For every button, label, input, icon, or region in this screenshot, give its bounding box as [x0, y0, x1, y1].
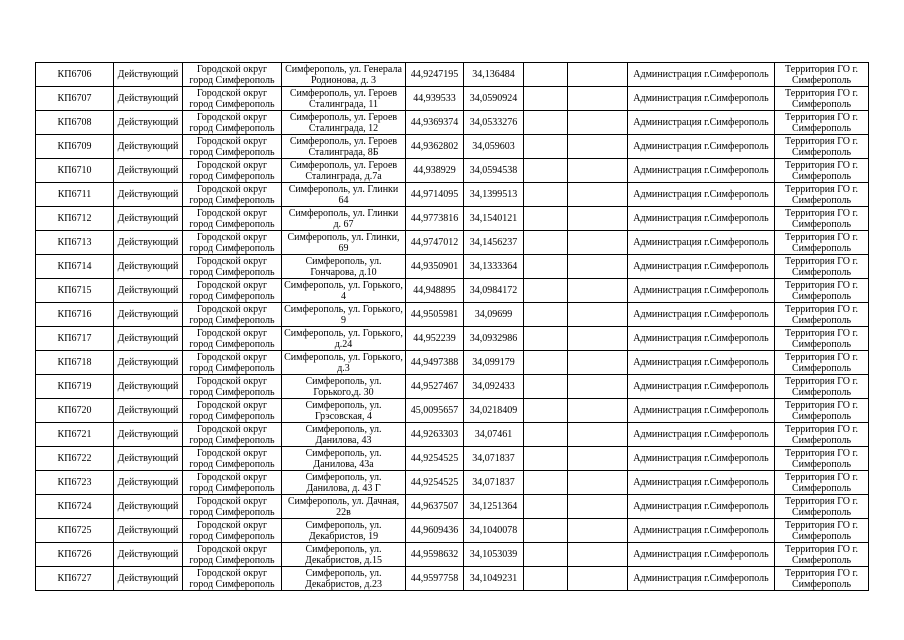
owner-cell: Администрация г.Симферополь [628, 183, 775, 207]
empty-cell [568, 279, 628, 303]
owner-cell: Администрация г.Симферополь [628, 87, 775, 111]
site-code-cell: КП6712 [36, 207, 114, 231]
empty-cell [568, 63, 628, 87]
table-row [36, 183, 869, 207]
owner-cell: Администрация г.Симферополь [628, 111, 775, 135]
table-row [36, 543, 869, 567]
empty-cell [524, 375, 568, 399]
address-cell: Симферополь, ул. Декабристов, 19 [282, 519, 406, 543]
empty-cell [524, 351, 568, 375]
table-row [36, 279, 869, 303]
site-code-cell: КП6727 [36, 567, 114, 591]
table-row [36, 423, 869, 447]
empty-cell [524, 63, 568, 87]
site-code-cell: КП6720 [36, 399, 114, 423]
territory-cell: Территория ГО г. Симферополь [775, 303, 869, 327]
status-cell: Действующий [114, 183, 183, 207]
owner-cell: Администрация г.Симферополь [628, 471, 775, 495]
longitude-cell: 34,1399513 [464, 183, 524, 207]
empty-cell [524, 303, 568, 327]
empty-cell [568, 303, 628, 327]
municipality-cell: Городской округ город Симферополь [183, 303, 282, 327]
site-code-cell: КП6716 [36, 303, 114, 327]
latitude-cell: 44,9369374 [406, 111, 464, 135]
latitude-cell: 44,9773816 [406, 207, 464, 231]
latitude-cell: 44,9254525 [406, 471, 464, 495]
municipality-cell: Городской округ город Симферополь [183, 399, 282, 423]
owner-cell: Администрация г.Симферополь [628, 423, 775, 447]
empty-cell [524, 399, 568, 423]
latitude-cell: 44,9247195 [406, 63, 464, 87]
site-code-cell: КП6708 [36, 111, 114, 135]
municipality-cell: Городской округ город Симферополь [183, 231, 282, 255]
table-row [36, 519, 869, 543]
status-cell: Действующий [114, 111, 183, 135]
address-cell: Симферополь, ул. Данилова, 43а [282, 447, 406, 471]
longitude-cell: 34,07461 [464, 423, 524, 447]
empty-cell [524, 495, 568, 519]
territory-cell: Территория ГО г. Симферополь [775, 423, 869, 447]
territory-cell: Территория ГО г. Симферополь [775, 543, 869, 567]
empty-cell [568, 87, 628, 111]
territory-cell: Территория ГО г. Симферополь [775, 351, 869, 375]
municipality-cell: Городской округ город Симферополь [183, 543, 282, 567]
status-cell: Действующий [114, 423, 183, 447]
status-cell: Действующий [114, 159, 183, 183]
territory-cell: Территория ГО г. Симферополь [775, 519, 869, 543]
municipality-cell: Городской округ город Симферополь [183, 111, 282, 135]
status-cell: Действующий [114, 87, 183, 111]
table-row [36, 135, 869, 159]
territory-cell: Территория ГО г. Симферополь [775, 567, 869, 591]
longitude-cell: 34,071837 [464, 471, 524, 495]
empty-cell [568, 255, 628, 279]
status-cell: Действующий [114, 303, 183, 327]
table-row [36, 567, 869, 591]
longitude-cell: 34,1333364 [464, 255, 524, 279]
address-cell: Симферополь, ул. Горького,д. 30 [282, 375, 406, 399]
table-row [36, 375, 869, 399]
municipality-cell: Городской округ город Симферополь [183, 519, 282, 543]
empty-cell [524, 183, 568, 207]
longitude-cell: 34,099179 [464, 351, 524, 375]
empty-cell [524, 543, 568, 567]
empty-cell [524, 87, 568, 111]
empty-cell [568, 327, 628, 351]
territory-cell: Территория ГО г. Симферополь [775, 63, 869, 87]
status-cell: Действующий [114, 351, 183, 375]
status-cell: Действующий [114, 399, 183, 423]
municipality-cell: Городской округ город Симферополь [183, 135, 282, 159]
owner-cell: Администрация г.Симферополь [628, 447, 775, 471]
territory-cell: Территория ГО г. Симферополь [775, 279, 869, 303]
longitude-cell: 34,1456237 [464, 231, 524, 255]
status-cell: Действующий [114, 375, 183, 399]
longitude-cell: 34,059603 [464, 135, 524, 159]
address-cell: Симферополь, ул. Героев Сталинграда, 12 [282, 111, 406, 135]
longitude-cell: 34,0932986 [464, 327, 524, 351]
municipality-cell: Городской округ город Симферополь [183, 255, 282, 279]
address-cell: Симферополь, ул. Героев Сталинграда, 8Б [282, 135, 406, 159]
longitude-cell: 34,0533276 [464, 111, 524, 135]
site-code-cell: КП6725 [36, 519, 114, 543]
territory-cell: Территория ГО г. Симферополь [775, 87, 869, 111]
territory-cell: Территория ГО г. Симферополь [775, 471, 869, 495]
owner-cell: Администрация г.Симферополь [628, 207, 775, 231]
latitude-cell: 44,938929 [406, 159, 464, 183]
territory-cell: Территория ГО г. Симферополь [775, 327, 869, 351]
empty-cell [568, 543, 628, 567]
site-code-cell: КП6719 [36, 375, 114, 399]
table-row [36, 231, 869, 255]
owner-cell: Администрация г.Симферополь [628, 543, 775, 567]
municipality-cell: Городской округ город Симферополь [183, 567, 282, 591]
territory-cell: Территория ГО г. Симферополь [775, 231, 869, 255]
address-cell: Симферополь, ул. Декабристов, д.23 [282, 567, 406, 591]
status-cell: Действующий [114, 567, 183, 591]
longitude-cell: 34,1540121 [464, 207, 524, 231]
address-cell: Симферополь, ул. Горького, 4 [282, 279, 406, 303]
longitude-cell: 34,136484 [464, 63, 524, 87]
latitude-cell: 44,9350901 [406, 255, 464, 279]
empty-cell [524, 327, 568, 351]
table-row [36, 351, 869, 375]
owner-cell: Администрация г.Симферополь [628, 159, 775, 183]
empty-cell [524, 255, 568, 279]
address-cell: Симферополь, ул. Горького, д.3 [282, 351, 406, 375]
site-code-cell: КП6710 [36, 159, 114, 183]
empty-cell [524, 447, 568, 471]
site-code-cell: КП6709 [36, 135, 114, 159]
container-sites-table [35, 62, 869, 591]
empty-cell [568, 135, 628, 159]
empty-cell [524, 279, 568, 303]
site-code-cell: КП6722 [36, 447, 114, 471]
owner-cell: Администрация г.Симферополь [628, 303, 775, 327]
site-code-cell: КП6721 [36, 423, 114, 447]
site-code-cell: КП6723 [36, 471, 114, 495]
municipality-cell: Городской округ город Симферополь [183, 183, 282, 207]
empty-cell [568, 447, 628, 471]
owner-cell: Администрация г.Симферополь [628, 495, 775, 519]
empty-cell [568, 351, 628, 375]
municipality-cell: Городской округ город Симферополь [183, 471, 282, 495]
empty-cell [524, 207, 568, 231]
territory-cell: Территория ГО г. Симферополь [775, 159, 869, 183]
owner-cell: Администрация г.Симферополь [628, 255, 775, 279]
table-row [36, 111, 869, 135]
longitude-cell: 34,0218409 [464, 399, 524, 423]
owner-cell: Администрация г.Симферополь [628, 567, 775, 591]
site-code-cell: КП6724 [36, 495, 114, 519]
status-cell: Действующий [114, 255, 183, 279]
owner-cell: Администрация г.Симферополь [628, 327, 775, 351]
table-row [36, 447, 869, 471]
longitude-cell: 34,0590924 [464, 87, 524, 111]
address-cell: Симферополь, ул. Глинки 64 [282, 183, 406, 207]
address-cell: Симферополь, ул. Дачная, 22в [282, 495, 406, 519]
status-cell: Действующий [114, 327, 183, 351]
longitude-cell: 34,1049231 [464, 567, 524, 591]
municipality-cell: Городской округ город Симферополь [183, 279, 282, 303]
empty-cell [524, 423, 568, 447]
latitude-cell: 44,9597758 [406, 567, 464, 591]
municipality-cell: Городской округ город Симферополь [183, 63, 282, 87]
address-cell: Симферополь, ул. Гончарова, д.10 [282, 255, 406, 279]
site-code-cell: КП6707 [36, 87, 114, 111]
territory-cell: Территория ГО г. Симферополь [775, 399, 869, 423]
site-code-cell: КП6706 [36, 63, 114, 87]
territory-cell: Территория ГО г. Симферополь [775, 447, 869, 471]
empty-cell [568, 399, 628, 423]
latitude-cell: 45,0095657 [406, 399, 464, 423]
latitude-cell: 44,948895 [406, 279, 464, 303]
empty-cell [524, 159, 568, 183]
owner-cell: Администрация г.Симферополь [628, 375, 775, 399]
status-cell: Действующий [114, 519, 183, 543]
empty-cell [568, 519, 628, 543]
status-cell: Действующий [114, 471, 183, 495]
address-cell: Симферополь, ул. Грэсовская, 4 [282, 399, 406, 423]
empty-cell [568, 231, 628, 255]
empty-cell [568, 495, 628, 519]
latitude-cell: 44,9598632 [406, 543, 464, 567]
territory-cell: Территория ГО г. Симферополь [775, 183, 869, 207]
status-cell: Действующий [114, 207, 183, 231]
latitude-cell: 44,9527467 [406, 375, 464, 399]
latitude-cell: 44,9637507 [406, 495, 464, 519]
empty-cell [568, 375, 628, 399]
table-row [36, 87, 869, 111]
address-cell: Симферополь, ул. Глинки д. 67 [282, 207, 406, 231]
document-page [35, 62, 868, 591]
municipality-cell: Городской округ город Симферополь [183, 87, 282, 111]
address-cell: Симферополь, ул. Героев Сталинграда, 11 [282, 87, 406, 111]
municipality-cell: Городской округ город Симферополь [183, 495, 282, 519]
territory-cell: Территория ГО г. Симферополь [775, 207, 869, 231]
table-row [36, 495, 869, 519]
municipality-cell: Городской округ город Симферополь [183, 447, 282, 471]
address-cell: Симферополь, ул. Генерала Родионова, д. 3 [282, 63, 406, 87]
status-cell: Действующий [114, 495, 183, 519]
empty-cell [568, 471, 628, 495]
status-cell: Действующий [114, 543, 183, 567]
longitude-cell: 34,09699 [464, 303, 524, 327]
table-row [36, 63, 869, 87]
site-code-cell: КП6726 [36, 543, 114, 567]
empty-cell [524, 135, 568, 159]
status-cell: Действующий [114, 231, 183, 255]
municipality-cell: Городской округ город Симферополь [183, 423, 282, 447]
municipality-cell: Городской округ город Симферополь [183, 375, 282, 399]
status-cell: Действующий [114, 135, 183, 159]
territory-cell: Территория ГО г. Симферополь [775, 375, 869, 399]
table-row [36, 207, 869, 231]
longitude-cell: 34,071837 [464, 447, 524, 471]
table-row [36, 471, 869, 495]
site-code-cell: КП6711 [36, 183, 114, 207]
latitude-cell: 44,9263303 [406, 423, 464, 447]
address-cell: Симферополь, ул. Декабристов, д.15 [282, 543, 406, 567]
owner-cell: Администрация г.Симферополь [628, 519, 775, 543]
table-row [36, 399, 869, 423]
address-cell: Симферополь, ул. Данилова, 43 [282, 423, 406, 447]
municipality-cell: Городской округ город Симферополь [183, 327, 282, 351]
site-code-cell: КП6718 [36, 351, 114, 375]
empty-cell [568, 183, 628, 207]
site-code-cell: КП6715 [36, 279, 114, 303]
address-cell: Симферополь, ул. Глинки, 69 [282, 231, 406, 255]
empty-cell [568, 207, 628, 231]
latitude-cell: 44,9505981 [406, 303, 464, 327]
empty-cell [568, 567, 628, 591]
territory-cell: Территория ГО г. Симферополь [775, 135, 869, 159]
latitude-cell: 44,9747012 [406, 231, 464, 255]
longitude-cell: 34,0984172 [464, 279, 524, 303]
longitude-cell: 34,092433 [464, 375, 524, 399]
latitude-cell: 44,9362802 [406, 135, 464, 159]
table-row [36, 303, 869, 327]
longitude-cell: 34,1251364 [464, 495, 524, 519]
empty-cell [524, 111, 568, 135]
owner-cell: Администрация г.Симферополь [628, 135, 775, 159]
empty-cell [524, 519, 568, 543]
territory-cell: Территория ГО г. Симферополь [775, 111, 869, 135]
site-code-cell: КП6717 [36, 327, 114, 351]
empty-cell [568, 111, 628, 135]
longitude-cell: 34,1040078 [464, 519, 524, 543]
table-row [36, 255, 869, 279]
site-code-cell: КП6713 [36, 231, 114, 255]
status-cell: Действующий [114, 63, 183, 87]
municipality-cell: Городской округ город Симферополь [183, 159, 282, 183]
latitude-cell: 44,9714095 [406, 183, 464, 207]
owner-cell: Администрация г.Симферополь [628, 279, 775, 303]
latitude-cell: 44,9497388 [406, 351, 464, 375]
territory-cell: Территория ГО г. Симферополь [775, 495, 869, 519]
empty-cell [524, 471, 568, 495]
empty-cell [568, 159, 628, 183]
latitude-cell: 44,952239 [406, 327, 464, 351]
table-row [36, 327, 869, 351]
table-row [36, 159, 869, 183]
territory-cell: Территория ГО г. Симферополь [775, 255, 869, 279]
owner-cell: Администрация г.Симферополь [628, 351, 775, 375]
municipality-cell: Городской округ город Симферополь [183, 207, 282, 231]
owner-cell: Администрация г.Симферополь [628, 231, 775, 255]
address-cell: Симферополь, ул. Данилова, д. 43 Г [282, 471, 406, 495]
status-cell: Действующий [114, 447, 183, 471]
latitude-cell: 44,939533 [406, 87, 464, 111]
empty-cell [524, 231, 568, 255]
address-cell: Симферополь, ул. Горького, 9 [282, 303, 406, 327]
latitude-cell: 44,9254525 [406, 447, 464, 471]
site-code-cell: КП6714 [36, 255, 114, 279]
longitude-cell: 34,1053039 [464, 543, 524, 567]
empty-cell [524, 567, 568, 591]
owner-cell: Администрация г.Симферополь [628, 399, 775, 423]
table-body [36, 63, 869, 591]
empty-cell [568, 423, 628, 447]
municipality-cell: Городской округ город Симферополь [183, 351, 282, 375]
address-cell: Симферополь, ул. Горького, д.24 [282, 327, 406, 351]
address-cell: Симферополь, ул. Героев Сталинграда, д.7а [282, 159, 406, 183]
longitude-cell: 34,0594538 [464, 159, 524, 183]
owner-cell: Администрация г.Симферополь [628, 63, 775, 87]
latitude-cell: 44,9609436 [406, 519, 464, 543]
status-cell: Действующий [114, 279, 183, 303]
